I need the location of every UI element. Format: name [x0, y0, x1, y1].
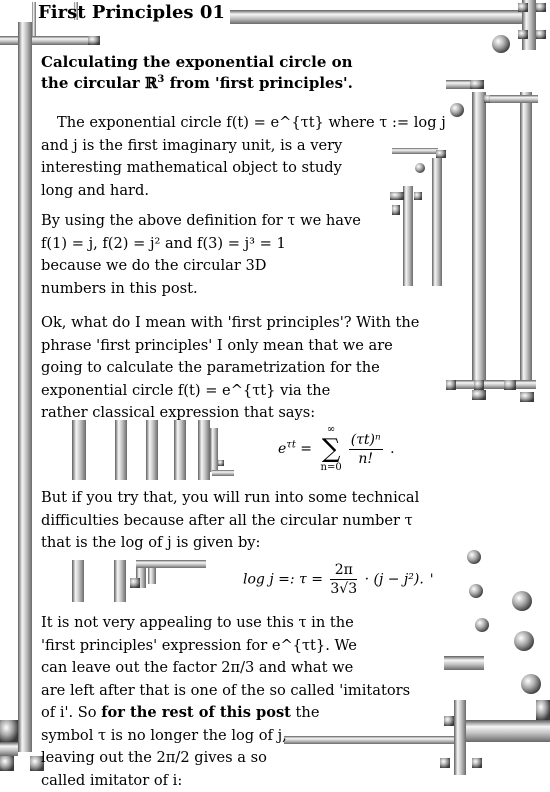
paragraph-5: [41, 612, 410, 792]
p1-line-1: The exponential circle f(t) = e^{τt} where τ := log j: [57, 114, 446, 131]
p5-line-5c: the: [290, 704, 320, 721]
p4-line-1: But if you try that, you will run into some technical: [41, 489, 420, 506]
p5-line-7: leaving out the 2π/2 gives a so: [41, 749, 267, 766]
p3-line-1: Ok, what do I mean with 'first principles'? With the: [41, 314, 420, 331]
eq1-fraction: [349, 431, 383, 468]
p4-line-3: that is the log of j is given by:: [41, 534, 261, 551]
paragraph-2: [41, 210, 361, 300]
equation-log-j: [243, 561, 434, 598]
paragraph-1: [41, 112, 446, 202]
p2-line-1: By using the above definition for τ we have: [41, 212, 361, 229]
p5-line-3: can leave out the factor 2π/3 and what we: [41, 659, 354, 676]
eq1-sum-upper: ∞: [326, 424, 336, 435]
page-title: First Principles 01: [38, 2, 225, 23]
p5-line-5a: of i'. So: [41, 704, 102, 721]
heading-line-2d: from 'first principles'.: [164, 74, 353, 92]
left-bar: [18, 22, 32, 752]
p5-line-1: It is not very appealing to use this τ in the: [41, 614, 354, 631]
eq1-denominator: n!: [358, 450, 373, 467]
top-bar: [230, 10, 526, 24]
eq2-numerator: 2π: [330, 561, 357, 580]
eq2-rest: · (j − j²).: [360, 571, 424, 588]
heading-line-2a: the circular: [41, 74, 145, 92]
heading-r-exponent: 3: [157, 74, 165, 85]
p3-line-4: exponential circle f(t) = e^{τt} via the: [41, 381, 331, 399]
p2-line-2: f(1) = j, f(2) = j² and f(3) = j³ = 1: [41, 234, 286, 252]
eq1-lhs: e: [278, 441, 287, 457]
section-heading: [41, 52, 353, 94]
p5-line-2: 'first principles' expression for e^{τt}. We: [41, 636, 357, 654]
equation-exponential-series: [278, 424, 395, 474]
p2-line-3: because we do the circular 3D: [41, 257, 267, 274]
p2-line-4: numbers in this post.: [41, 279, 198, 297]
paragraph-4: [41, 487, 419, 555]
eq1-sum-symbol: ∑: [321, 434, 341, 464]
eq1-period: .: [385, 441, 395, 457]
p5-line-8: called imitator of i:: [41, 771, 183, 789]
eq1-sum-lower: n=0: [320, 462, 342, 473]
eq1-equals: =: [295, 441, 317, 457]
eq2-tail-mark: ': [429, 571, 434, 588]
heading-line-1: Calculating the exponential circle on: [41, 53, 353, 71]
p5-bold-phrase: for the rest of this post: [101, 704, 291, 721]
eq1-sum: [321, 424, 342, 474]
p3-line-2: phrase 'first principles' I only mean that we are: [41, 336, 393, 354]
p5-line-6: symbol τ is no longer the log of j,: [41, 726, 287, 744]
p4-line-2: difficulties because after all the circular number τ: [41, 511, 413, 529]
eq2-lhs: log j =: τ =: [243, 571, 328, 588]
p1-line-3: interesting mathematical object to study: [41, 159, 342, 176]
eq1-lhs-exponent: τt: [286, 439, 296, 451]
paragraph-3: [41, 312, 419, 425]
p3-line-3: going to calculate the parametrization for the: [41, 359, 380, 376]
p1-line-4: long and hard.: [41, 181, 149, 199]
p1-line-2: and j is the first imaginary unit, is a very: [41, 136, 343, 154]
p3-line-5: rather classical expression that says:: [41, 404, 316, 421]
eq2-denominator: 3√3: [330, 581, 358, 597]
p5-line-4: are left after that is one of the so called 'imitators: [41, 681, 411, 699]
eq1-numerator: (τt)ⁿ: [350, 431, 381, 448]
heading-r-symbol: ℝ: [144, 74, 158, 92]
eq2-fraction: [330, 561, 357, 598]
